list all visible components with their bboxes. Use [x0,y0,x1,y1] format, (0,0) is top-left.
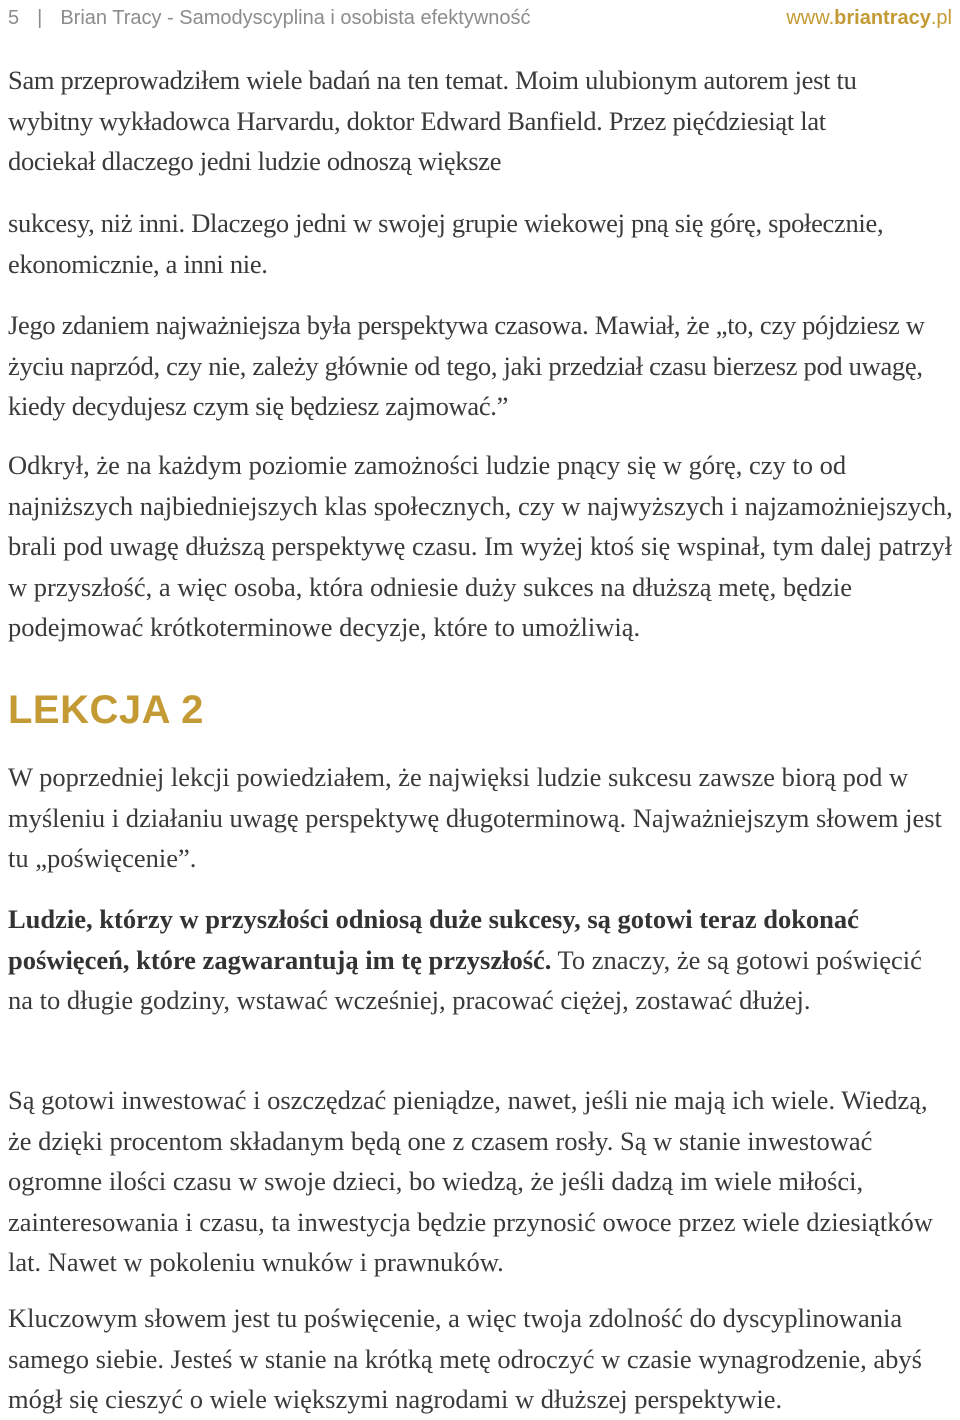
paragraph-success: sukcesy, niż inni. Dlaczego jedni w swojej grupie wiekowej pną się górę, społecznie, ekonomicznie, a inni nie. [8,208,884,279]
lesson-heading: LEKCJA 2 [8,688,204,732]
paragraph-previous-lesson: W poprzedniej lekcji powiedziałem, że najwięksi ludzie sukcesu zawsze biorą pod w myśleniu i działaniu uwagę perspektywę długoterminową. Najważniejszym słowem jest tu „poświęcenie”. [8,762,942,873]
website-brand: briantracy [834,6,931,29]
paragraph-keyword: Kluczowym słowem jest tu poświęcenie, a więc twoja zdolność do dyscyplinowania samego siebie. Jesteś w stanie na krótką metę odroczyć w czasie wynagrodzenie, abyś mógł się cieszyć o wiele większymi nagrodami w dłuższej perspektywie. [8,1303,922,1414]
paragraph-sacrifice [8,899,953,1021]
paragraph-time-perspective: Jego zdaniem najważniejsza była perspektywa czasowa. Mawiał, że „to, czy pójdziesz w życiu naprzód, czy nie, zależy głównie od tego, jaki przedział czasu bierzesz pod uwagę, kiedy decydujesz czym się będziesz zajmować.” [8,310,925,421]
paragraph-research: Sam przeprowadziłem wiele badań na ten temat. Moim ulubionym autorem jest tu wybitny wykładowca Harvardu, doktor Edward Banfield. Przez pięćdziesiąt lat dociekał dlaczego jedni ludzie odnoszą większe [8,65,857,176]
paragraph-investing: Są gotowi inwestować i oszczędzać pieniądze, nawet, jeśli nie mają ich wiele. Wiedzą, że dzięki procentom składanym będą one z czasem rosły. Są w stanie inwestować ogromne ilości czasu w swoje dzieci, bo wiedzą, że jeśli dadzą im wiele miłości, zainteresowania i czasu, ta inwestycja będzie przynosić owoce przez wiele dziesiątków lat. Nawet w pokoleniu wnuków i prawnuków. [8,1085,933,1277]
website-domain: .pl [930,6,952,29]
website-prefix: www. [786,6,835,29]
paragraph-sacrifice-bold: Ludzie, którzy w przyszłości odniosą duże sukcesy, są gotowi teraz dokonać poświęceń, które zagwarantują im tę przyszłość. [8,904,859,975]
document-title: Brian Tracy - Samodyscyplina i osobista efektywność [60,6,531,29]
header-separator: | [37,6,43,29]
paragraph-sacrifice-rest: To znaczy, że są gotowi poświęcić na to długie godziny, wstawać wcześniej, pracować ciężej, zostawać dłużej. [8,944,922,1015]
website-link[interactable] [786,7,952,30]
page-header [8,4,952,32]
page-number: 5 [8,6,20,29]
paragraph-discovery: Odkrył, że na każdym poziomie zamożności ludzie pnący się w górę, czy to od najniższych najbiedniejszych klas społecznych, czy w najwyższych i najzamożniejszych, brali pod uwagę dłuższą perspektywę czasu. Im wyżej ktoś się wspinał, tym dalej patrzył w przyszłość, a więc osoba, która odniesie duży sukces na dłuższą metę, będzie podejmować krótkoterminowe decyzje, które to umożliwią. [8,450,953,642]
